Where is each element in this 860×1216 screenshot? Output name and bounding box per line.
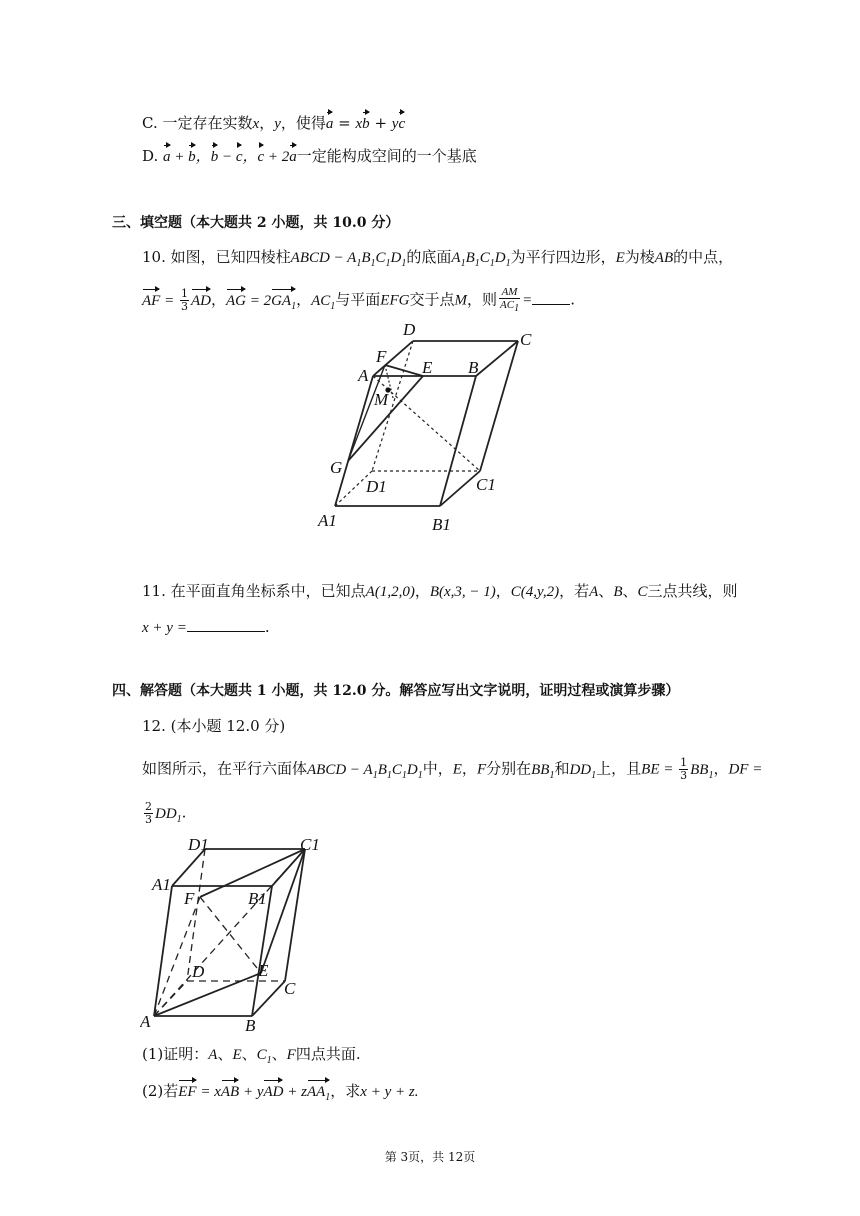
fig2-label-C: C — [284, 979, 296, 998]
q10-answer-blank[interactable] — [532, 304, 570, 305]
fig1-label-D1: D1 — [366, 477, 387, 496]
fig1-label-G: G — [330, 458, 343, 477]
option-c-label: C. — [142, 114, 158, 132]
fig1-label-B1: B1 — [432, 515, 451, 534]
figure-parallelepiped-q12 — [140, 834, 340, 1039]
q11-answer-blank[interactable] — [187, 631, 265, 632]
fig2-label-D1: D1 — [188, 835, 209, 854]
fig1-label-M: M — [374, 390, 389, 409]
q12-part1: (1)证明：A、E、$C_1$、F四点共面. — [142, 1045, 361, 1066]
option-d-text: 一定能构成空间的一个基底 — [296, 147, 477, 165]
fig1-label-C1: C1 — [476, 475, 496, 494]
fig2-label-A1: A1 — [152, 875, 171, 894]
q12-header: 12. (本小题 12.0 分) — [142, 717, 286, 735]
section-4-title: 四、解答题（本大题共 1 小题，共 12.0 分。解答应写出文字说明，证明过程或演算步骤） — [112, 683, 680, 699]
option-d-vectors: a + b，b − c，c + 2a — [163, 149, 297, 165]
fig2-label-B1: B1 — [248, 889, 267, 908]
q10-line1: 10. 如图，已知四棱柱ABCD − $A_1B_1C_1D_1$的底面$A_1B_1C_1D_1$为平行四边形，E为棱AB的中点， — [142, 248, 734, 269]
page-footer: 第 3页，共 12页 — [384, 1150, 476, 1164]
fig2-label-E: E — [258, 961, 269, 980]
fig1-label-F: F — [376, 347, 387, 366]
fig2-label-D: D — [192, 962, 205, 981]
option-d — [142, 145, 477, 167]
option-c-text: 一定存在实数x，y，使得a = xb + yc — [162, 114, 406, 132]
fig1-label-D: D — [403, 320, 416, 339]
q12-part2: (2)若EF = xAB + yAD + zAA$_1$，求x + y + z. — [142, 1080, 418, 1108]
q11-line1: 11. 在平面直角坐标系中，已知点A(1,2,0)，B(x,3, − 1)，C(4,y,2)，若A、B、C三点共线，则 — [142, 582, 738, 600]
fig2-label-C1: C1 — [300, 835, 320, 854]
option-d-label: D. — [142, 147, 159, 165]
fig2-label-B: B — [245, 1016, 256, 1035]
fig2-label-F: F — [184, 889, 195, 908]
q11-line2: x + y = . — [142, 618, 270, 636]
q10-line2: AF = $\frac{1}{3}$ AD，AG = $2GA_1$，$AC_1$与平面EFG交于点M，则 $\frac{AM}{AC_1}$ = . — [142, 286, 575, 317]
option-c — [142, 112, 405, 134]
q12-line2: $\frac{2}{3}$ $DD_1$. — [145, 800, 187, 826]
fig1-label-A: A — [358, 366, 369, 385]
fig1-label-B: B — [468, 358, 479, 377]
figure-prism-q10 — [310, 318, 540, 538]
q12-line1: 如图所示，在平行六面体ABCD − $A_1B_1C_1D_1$中，E，F分别在$BB_1$和$DD_1$上，且BE = $\frac{1}{3}$ $BB_1$，DF = — [142, 756, 763, 782]
fig1-label-A1: A1 — [318, 511, 337, 530]
fig1-label-C: C — [520, 330, 532, 349]
fig2-label-A: A — [140, 1012, 151, 1031]
section-3-title: 三、填空题（本大题共 2 小题，共 10.0 分） — [112, 215, 400, 231]
fig1-label-E: E — [422, 358, 433, 377]
